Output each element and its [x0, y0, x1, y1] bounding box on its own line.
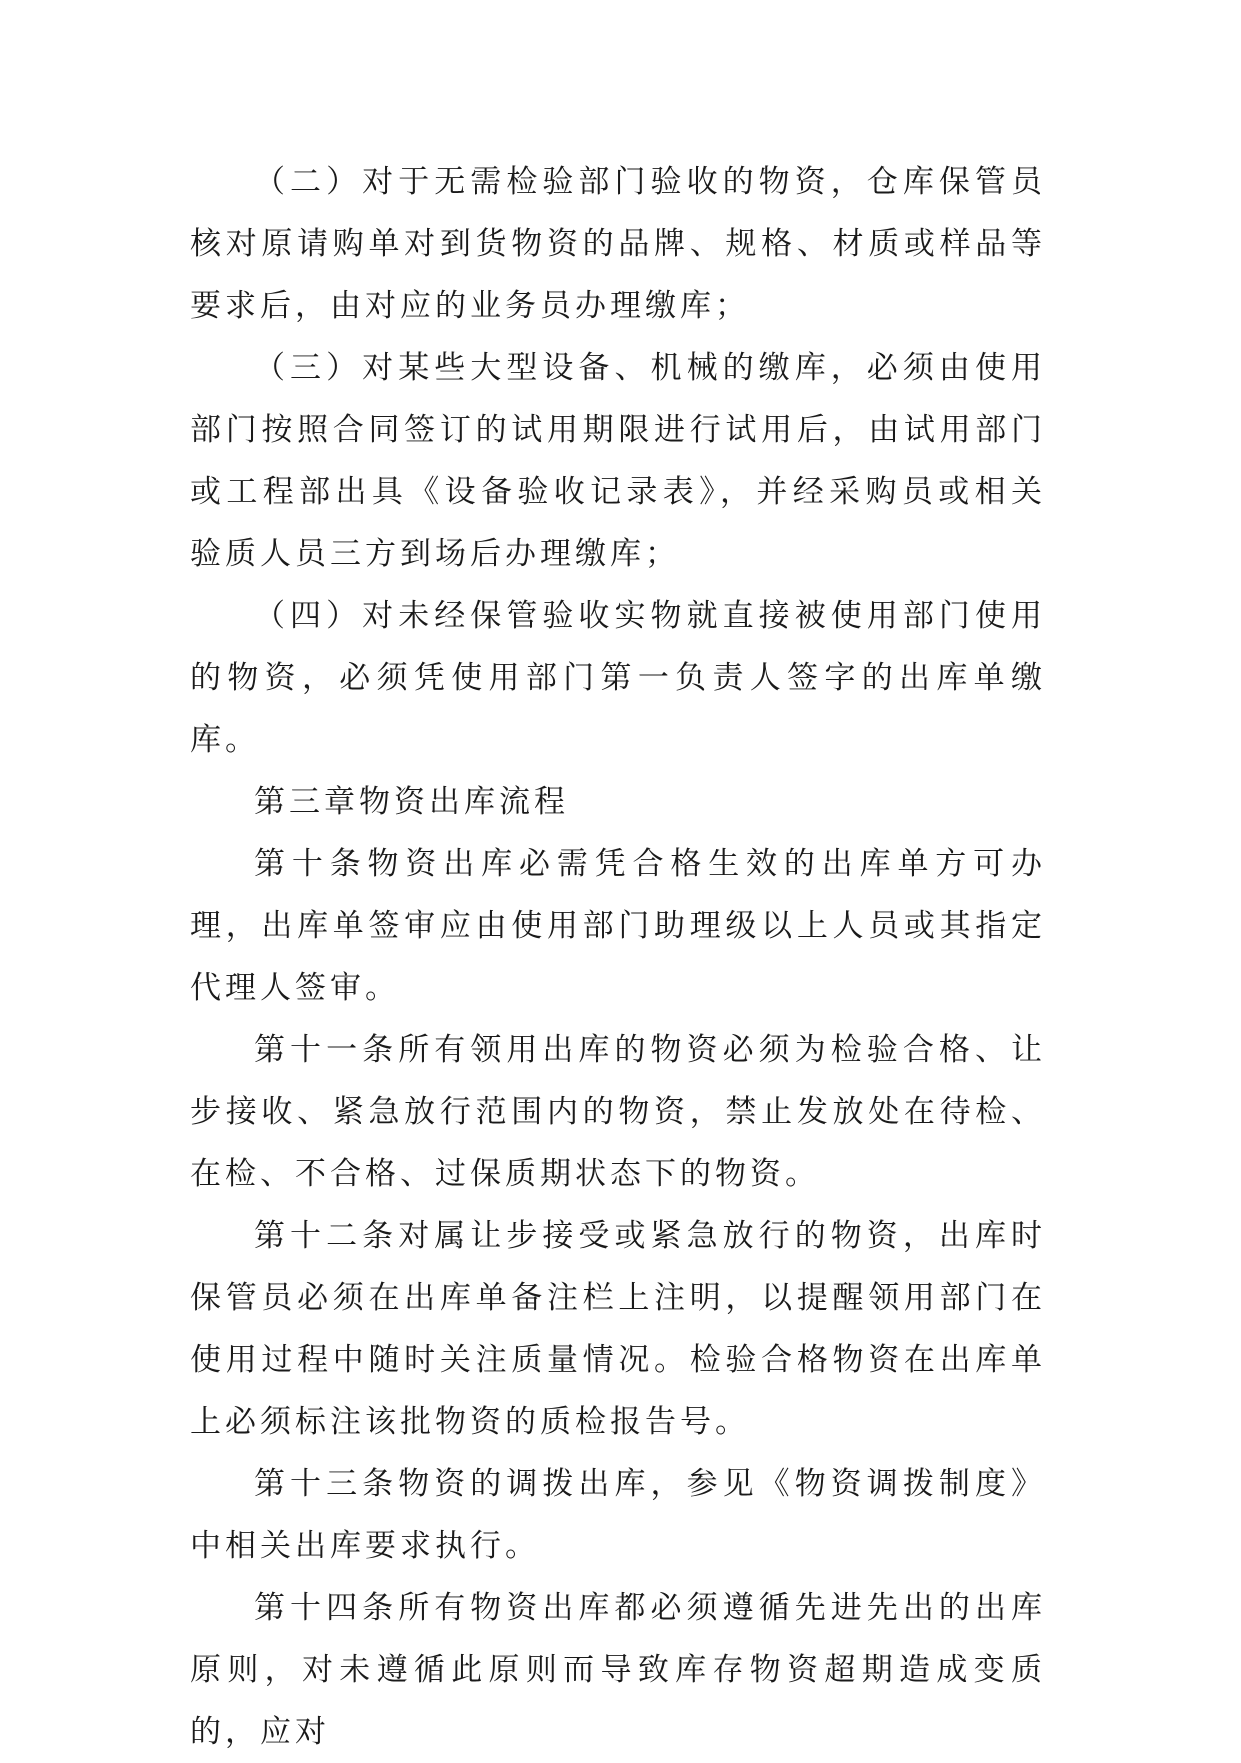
article-10: 第十条物资出库必需凭合格生效的出库单方可办理，出库单签审应由使用部门助理级以上人员或其指定代理人签审。	[190, 846, 1046, 1006]
article-13: 第十三条物资的调拨出库，参见《物资调拨制度》中相关出库要求执行。	[190, 1466, 1046, 1564]
paragraph-item-4: （四）对未经保管验收实物就直接被使用部门使用的物资，必须凭使用部门第一负责人签字的出库单缴库。	[190, 598, 1046, 758]
article-14: 第十四条所有物资出库都必须遵循先进先出的出库原则，对未遵循此原则而导致库存物资超期造成变质的，应对	[190, 1590, 1046, 1750]
paragraph-item-3: （三）对某些大型设备、机械的缴库，必须由使用部门按照合同签订的试用期限进行试用后，由试用部门或工程部出具《设备验收记录表》，并经采购员或相关验质人员三方到场后办理缴库；	[190, 350, 1046, 572]
article-11: 第十一条所有领用出库的物资必须为检验合格、让步接收、紧急放行范围内的物资，禁止发放处在待检、在检、不合格、过保质期状态下的物资。	[190, 1032, 1046, 1192]
article-12: 第十二条对属让步接受或紧急放行的物资，出库时保管员必须在出库单备注栏上注明，以提醒领用部门在使用过程中随时关注质量情况。检验合格物资在出库单上必须标注该批物资的质检报告号。	[190, 1218, 1046, 1440]
chapter-heading: 第三章物资出库流程	[254, 784, 569, 820]
document-body	[190, 151, 1046, 1763]
paragraph-item-2: （二）对于无需检验部门验收的物资，仓库保管员核对原请购单对到货物资的品牌、规格、材质或样品等要求后，由对应的业务员办理缴库；	[190, 164, 1046, 324]
